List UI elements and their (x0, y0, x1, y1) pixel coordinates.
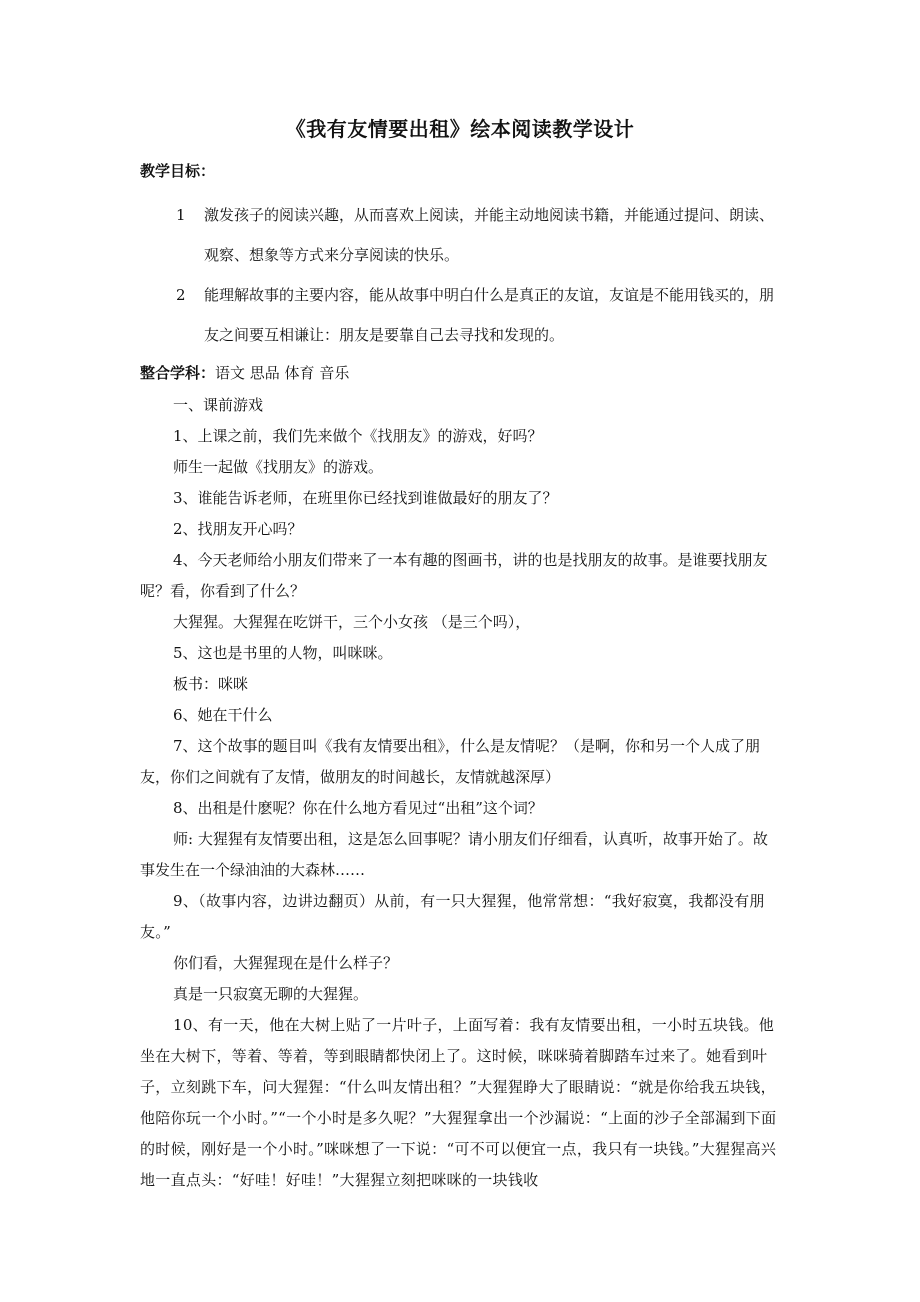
paragraph: 6、她在干什么 (173, 706, 273, 724)
paragraph: 板书：咪咪 (173, 675, 249, 693)
subjects-label: 整合学科： (140, 364, 216, 382)
paragraph: 真是一只寂寞无聊的大猩猩。 (173, 985, 369, 1003)
paragraph: 一、课前游戏 (173, 396, 264, 414)
paragraph: 你们看，大猩猩现在是什么样子？ (173, 954, 399, 972)
goals-heading: 教学目标： (140, 162, 216, 180)
paragraph: 10、有一天，他在大树上贴了一片叶子，上面写着：我有友情要出租，一小时五块钱。他坐在大树下，等着、等着，等到眼睛都快闭上了。这时候，咪咪骑着脚踏车过来了。她看到叶子，立刻跳下车，问大猩猩：“什么叫友情出租？”大猩猩睁大了眼睛说：“就是你给我五块钱，他陪你玩一个小时。”“一个小时是多久呢？”大猩猩拿出一个沙漏说：“上面的沙子全部漏到下面的时候，刚好是一个小时。”咪咪想了一下说：“可不可以便宜一点，我只有一块钱。”大猩猩高兴地一直点头：“好哇！好哇！”大猩猩立刻把咪咪的一块钱收 (140, 1016, 777, 1189)
paragraph: 大猩猩。大猩猩在吃饼干，三个小女孩 （是三个吗）， (173, 613, 531, 631)
paragraph: 4、今天老师给小朋友们带来了一本有趣的图画书，讲的也是找朋友的故事。是谁要找朋友呢？看，你看到了什么？ (140, 551, 768, 600)
document-title: 《我有友情要出租》绘本阅读教学设计 (285, 117, 635, 141)
goal-number: 1 (176, 206, 186, 224)
subjects-value: 语文 思品 体育 音乐 (215, 364, 350, 382)
goal-item-1 (176, 195, 786, 275)
goal-text: 能理解故事的主要内容，能从故事中明白什么是真正的友谊，友谊是不能用钱买的，朋友之间要互相谦让：朋友是要靠自己去寻找和发现的。 (204, 286, 775, 344)
paragraph: 3、谁能告诉老师，在班里你已经找到谁做最好的朋友了？ (173, 489, 558, 507)
paragraph: 1、上课之前，我们先来做个《找朋友》的游戏，好吗？ (173, 427, 543, 445)
paragraph: 7、这个故事的题目叫《我有友情要出租》，什么是友情呢？（是啊，你和另一个人成了朋友，你们之间就有了友情，做朋友的时间越长，友情就越深厚） (140, 737, 761, 786)
paragraph: 师生一起做《找朋友》的游戏。 (173, 458, 384, 476)
paragraph: 8、出租是什麽呢？你在什么地方看见过“出租”这个词？ (173, 799, 543, 817)
paragraph: 9、（故事内容，边讲边翻页）从前，有一只大猩猩，他常常想：“我好寂寞，我都没有朋友。” (140, 892, 765, 941)
goal-text: 激发孩子的阅读兴趣，从而喜欢上阅读，并能主动地阅读书籍，并能通过提问、朗读、观察、想象等方式来分享阅读的快乐。 (204, 206, 775, 264)
goal-number: 2 (176, 286, 186, 304)
paragraph: 5、这也是书里的人物，叫咪咪。 (173, 644, 393, 662)
paragraph: 2、找朋友开心吗？ (173, 520, 303, 538)
subjects-line (140, 362, 349, 384)
paragraph: 师: 大猩猩有友情要出租，这是怎么回事呢？请小朋友们仔细看，认真听，故事开始了。故事发生在一个绿油油的大森林…… (140, 830, 768, 879)
goal-item-2 (176, 275, 786, 355)
